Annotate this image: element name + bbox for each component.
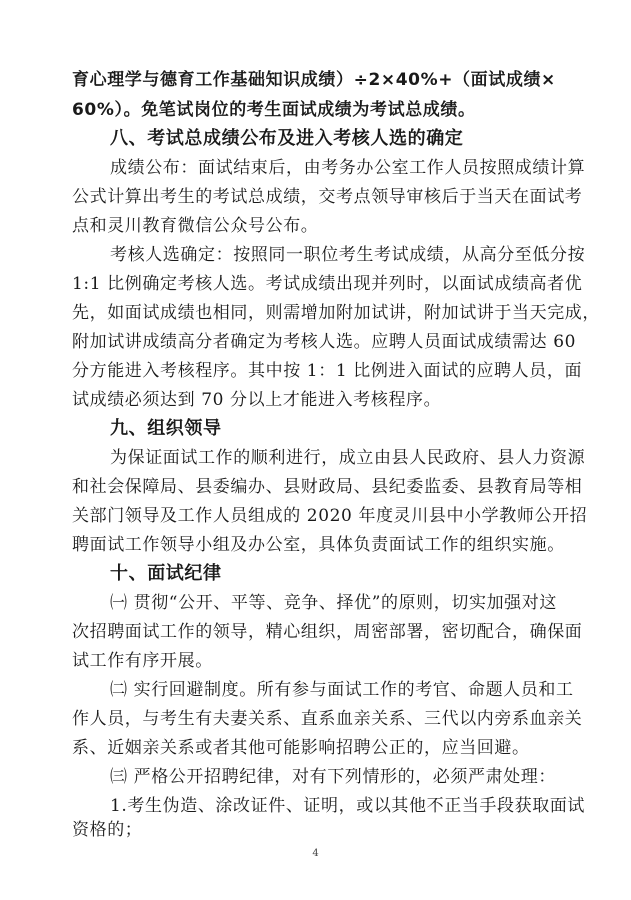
- paragraph-line: 和社会保障局、县委编办、县财政局、县纪委监委、县教育局等相: [72, 477, 583, 497]
- paragraph-line: 为保证面试工作的顺利进行，成立由县人民政府、县人力资源: [110, 448, 586, 468]
- paragraph-line: 分方能进入考核程序。其中按 1：1 比例进入面试的应聘人员，面: [72, 361, 583, 381]
- section-heading-9: 九、组织领导: [110, 418, 222, 439]
- paragraph-line: 育心理学与德育工作基础知识成绩）÷2×40%+（面试成绩×: [72, 70, 556, 90]
- paragraph-line: 聘面试工作领导小组及办公室，具体负责面试工作的组织实施。: [72, 535, 565, 555]
- paragraph-line: 系、近姻亲关系或者其他可能影响招聘公正的，应当回避。: [72, 738, 530, 758]
- paragraph-line: ㈡ 实行回避制度。所有参与面试工作的考官、命题人员和工: [110, 680, 574, 700]
- paragraph-line: 附加试讲成绩高分者确定为考核人选。应聘人员面试成绩需达 60: [72, 332, 577, 352]
- paragraph-line: ㈢ 严格公开招聘纪律，对有下列情形的，必须严肃处理：: [110, 767, 557, 787]
- section-heading-8: 八、考试总成绩公布及进入考核人选的确定: [110, 128, 464, 149]
- paragraph-line: 作人员，与考生有夫妻关系、直系血亲关系、三代以内旁系血亲关: [72, 709, 583, 729]
- paragraph-line: 试工作有序开展。: [72, 651, 213, 671]
- paragraph-line: 1:1 比例确定考核人选。考试成绩出现并列时，以面试成绩高者优: [72, 274, 583, 294]
- paragraph-line: ㈠ 贯彻“公开、平等、竞争、择优”的原则，切实加强对这: [110, 593, 557, 613]
- paragraph-line: 1.考生伪造、涂改证件、证明，或以其他不正当手段获取面试: [110, 796, 586, 816]
- paragraph-line: 公式计算出考生的考试总成绩，交考点领导审核后于当天在面试考: [72, 187, 583, 207]
- paragraph-line: 次招聘面试工作的领导，精心组织，周密部署，密切配合，确保面: [72, 622, 583, 642]
- paragraph-line: 成绩公布：面试结束后，由考务办公室工作人员按照成绩计算: [110, 158, 586, 178]
- section-heading-10: 十、面试纪律: [110, 563, 222, 584]
- paragraph-line: 先，如面试成绩也相同，则需增加附加试讲，附加试讲于当天完成，: [72, 303, 600, 323]
- paragraph-line: 点和灵川教育微信公众号公布。: [72, 216, 319, 236]
- paragraph-line: 试成绩必须达到 70 分以上才能进入考核程序。: [72, 390, 442, 410]
- paragraph-line: 关部门领导及工作人员组成的 2020 年度灵川县中小学教师公开招: [72, 506, 588, 526]
- page-number: 4: [312, 848, 319, 859]
- paragraph-line: 60%）。免笔试岗位的考生面试成绩为考试总成绩。: [72, 100, 476, 120]
- paragraph-line: 资格的；: [72, 820, 143, 840]
- paragraph-line: 考核人选确定：按照同一职位考生考试成绩，从高分至低分按: [110, 245, 586, 265]
